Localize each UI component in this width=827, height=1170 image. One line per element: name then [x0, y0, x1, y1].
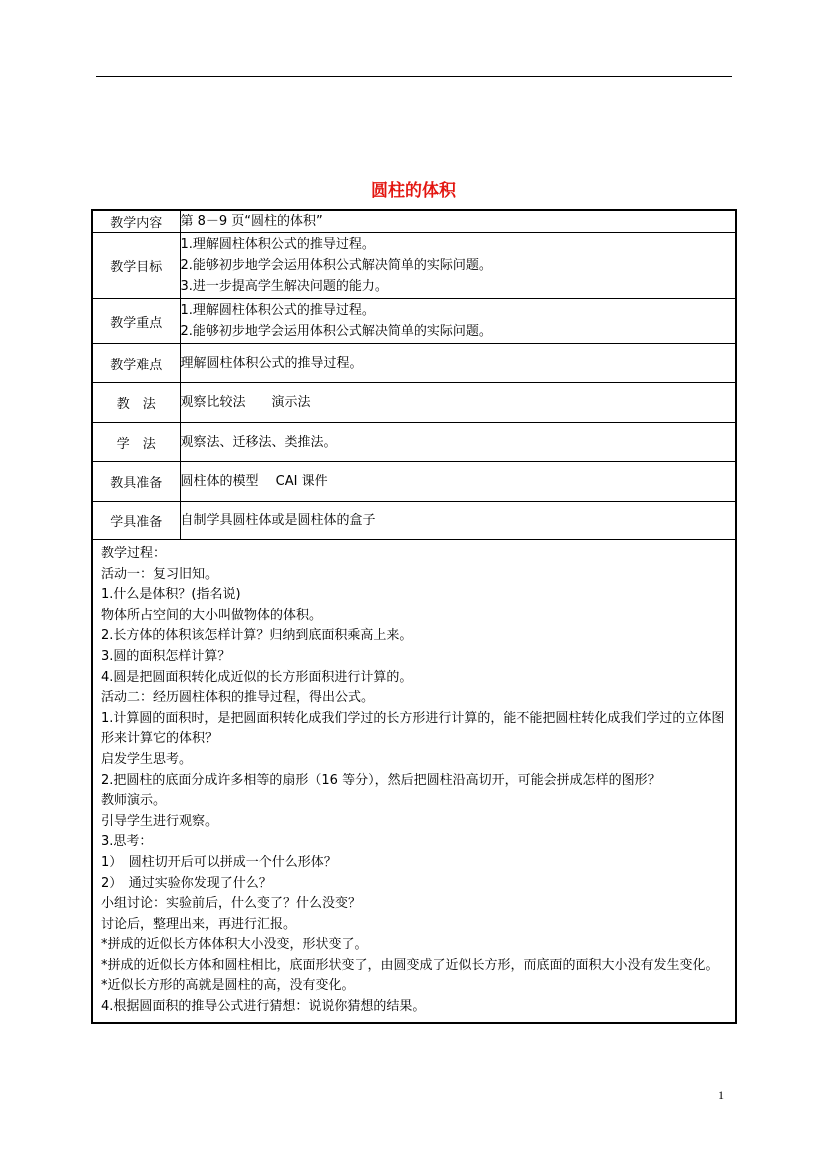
- row-value-line: 圆柱体的模型 CAI 课件: [180, 474, 328, 489]
- row-value: [180, 423, 736, 462]
- row-value-line: 2.能够初步地学会运用体积公式解决简单的实际问题。: [180, 258, 492, 273]
- table-row: [92, 423, 736, 462]
- process-line: *拼成的近似长方体体积大小没变，形状变了。: [101, 937, 368, 953]
- process-line: 物体所占空间的大小叫做物体的体积。: [101, 607, 323, 623]
- process-line: 引导学生进行观察。: [101, 813, 219, 829]
- process-line: 启发学生思考。: [101, 751, 193, 767]
- row-value-line: 观察比较法 演示法: [180, 395, 311, 410]
- row-label: 教具准备: [92, 462, 180, 502]
- row-value-line: 第 8－9 页“圆柱的体积”: [180, 214, 323, 229]
- row-value-line: 理解圆柱体积公式的推导过程。: [180, 355, 363, 371]
- table-row: [92, 210, 736, 233]
- row-value-line: 观察法、迁移法、类推法。: [180, 434, 337, 450]
- row-value: [180, 299, 736, 344]
- row-value: [180, 383, 736, 423]
- table-row: [92, 233, 736, 299]
- table-row: [92, 299, 736, 344]
- row-value-line: 1.理解圆柱体积公式的推导过程。: [180, 303, 375, 318]
- row-value-line: 3.进一步提高学生解决问题的能力。: [180, 279, 388, 294]
- process-line: 小组讨论：实验前后，什么变了？什么没变？: [101, 896, 362, 912]
- process-line: 2.把圆柱的底面分成许多相等的扇形（16 等分），然后把圆柱沿高切开，可能会拼成怎样的图形？: [101, 772, 661, 788]
- teaching-process-cell: [92, 540, 736, 1023]
- process-line: 1.什么是体积？(指名说): [101, 587, 241, 603]
- process-line: 教师演示。: [101, 793, 167, 809]
- row-value: [180, 502, 736, 540]
- process-line: 2） 通过实验你发现了什么？: [101, 875, 272, 891]
- process-line: *近似长方形的高就是圆柱的高，没有变化。: [101, 978, 355, 994]
- process-line: 1） 圆柱切开后可以拼成一个什么形体？: [101, 854, 337, 870]
- process-line: 1.计算圆的面积时，是把圆面积转化成我们学过的长方形进行计算的，能不能把圆柱转化成我们学过的立体图形来计算它的体积？: [101, 710, 725, 747]
- process-line: 4.根据圆面积的推导公式进行猜想：说说你猜想的结果。: [101, 999, 426, 1015]
- process-line: 讨论后，整理出来，再进行汇报。: [101, 916, 297, 932]
- lesson-plan-table: [91, 209, 737, 1024]
- page-number: 1: [718, 1088, 724, 1102]
- process-line: 活动二：经历圆柱体积的推导过程，得出公式。: [101, 690, 375, 706]
- table-row: [92, 540, 736, 1023]
- process-line: 活动一：复习旧知。: [101, 566, 219, 582]
- row-value: [180, 462, 736, 502]
- row-label: 教学目标: [92, 233, 180, 299]
- row-value: [180, 210, 736, 233]
- row-label: 教学内容: [92, 210, 180, 233]
- process-line: 3.思考：: [101, 834, 153, 850]
- row-value-line: 自制学具圆柱体或是圆柱体的盒子: [180, 513, 376, 528]
- row-label: 教学重点: [92, 299, 180, 344]
- process-line: 教学过程：: [101, 546, 167, 561]
- process-line: 4.圆是把圆面积转化成近似的长方形面积进行计算的。: [101, 669, 413, 685]
- table-row: [92, 344, 736, 383]
- row-value-line: 1.理解圆柱体积公式的推导过程。: [180, 237, 375, 252]
- document-title: 圆柱的体积: [371, 181, 456, 201]
- row-value-line: 2.能够初步地学会运用体积公式解决简单的实际问题。: [180, 324, 492, 339]
- process-line: 2.长方体的体积该怎样计算？归纳到底面积乘高上来。: [101, 628, 413, 644]
- row-value: [180, 344, 736, 383]
- table-row: [92, 462, 736, 502]
- header-rule: [96, 76, 732, 77]
- row-label: 教学难点: [92, 344, 180, 383]
- row-value: [180, 233, 736, 299]
- process-line: 3.圆的面积怎样计算？: [101, 648, 231, 664]
- process-line: *拼成的近似长方体和圆柱相比，底面形状变了，由圆变成了近似长方形，而底面的面积大小没有发生变化。: [101, 957, 719, 973]
- table-row: [92, 502, 736, 540]
- row-label: 学具准备: [92, 502, 180, 540]
- row-label: 教 法: [92, 383, 180, 423]
- row-label: 学 法: [92, 423, 180, 462]
- table-row: [92, 383, 736, 423]
